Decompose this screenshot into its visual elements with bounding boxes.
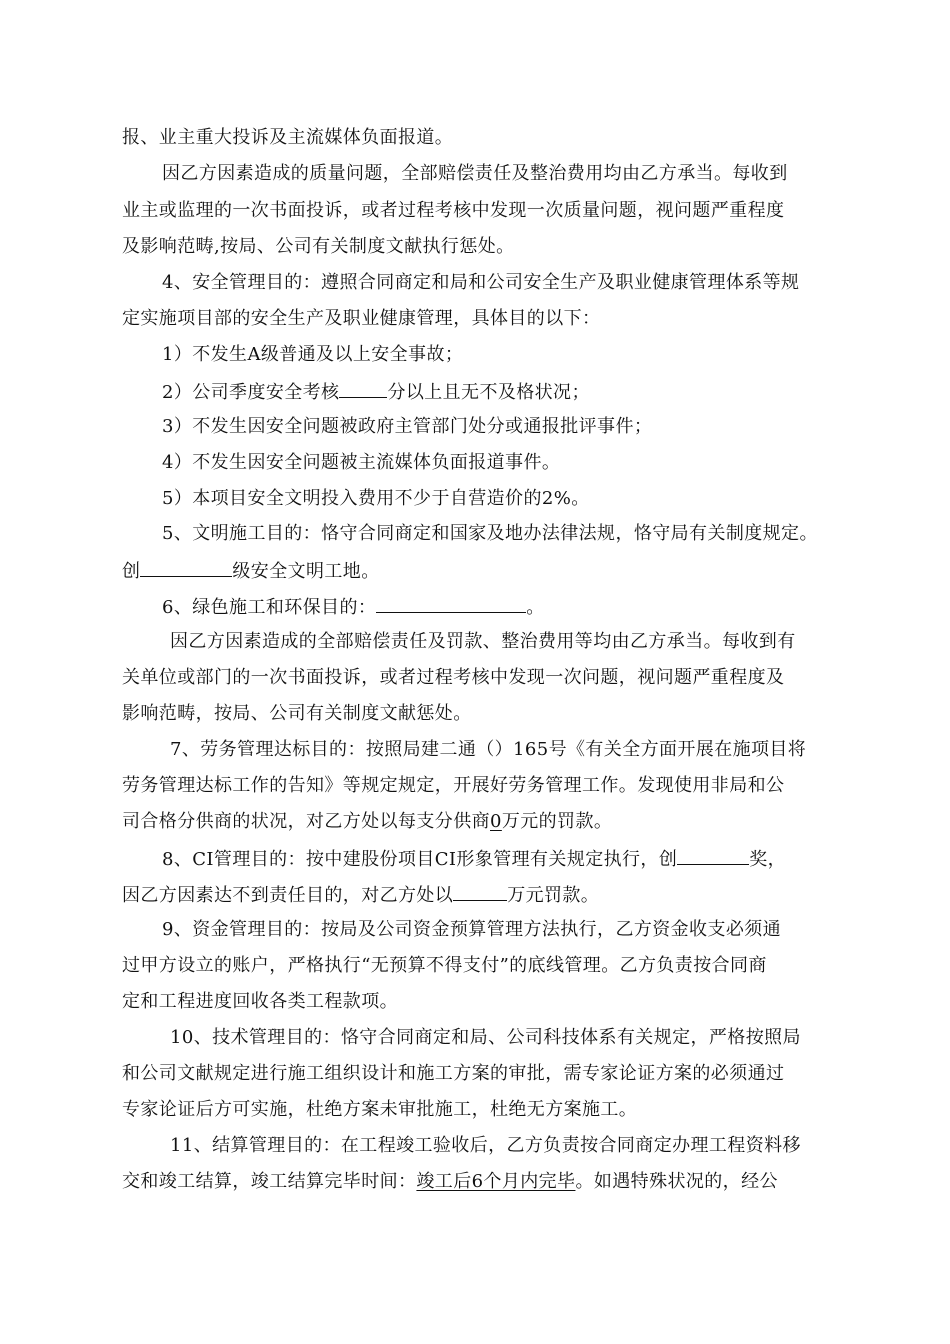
text-segment: 司合格分供商的状况，对乙方处以每支分供商 — [122, 811, 490, 832]
text-line — [162, 846, 786, 872]
text-segment: 8、CI管理目的：按中建股份项目CI形象管理有关规定执行，创 — [162, 849, 678, 870]
text-segment: 万元罚款。 — [507, 885, 600, 906]
text-segment: 因乙方因素达不到责任目的，对乙方处以 — [122, 885, 454, 906]
text-line — [122, 558, 380, 584]
text-line: 因乙方因素造成的质量问题，全部赔偿责任及整治费用均由乙方承当。每收到 — [162, 163, 788, 184]
text-line — [122, 882, 599, 908]
underlined-value: 竣工后6个月内完毕 — [416, 1171, 576, 1192]
text-line: 专家论证后方可实施，杜绝方案未审批施工，杜绝无方案施工。 — [122, 1099, 638, 1120]
text-line: 4）不发生因安全问题被主流媒体负面报道事件。 — [162, 452, 561, 473]
fill-in-blank — [677, 846, 749, 865]
text-line: 及影响范畴,按局、公司有关制度文献执行惩处。 — [122, 236, 515, 257]
text-line: 过甲方设立的账户，严格执行“无预算不得支付”的底线管理。乙方负责按合同商 — [122, 955, 767, 976]
text-line: 和公司文献规定进行施工组织设计和施工方案的审批，需专家论证方案的必须通过 — [122, 1063, 785, 1084]
text-line: 定实施项目部的安全生产及职业健康管理，具体目的以下： — [122, 308, 601, 329]
text-line: 影响范畴，按局、公司有关制度文献惩处。 — [122, 703, 472, 724]
text-line: 11、结算管理目的：在工程竣工验收后，乙方负责按合同商定办理工程资料移 — [170, 1135, 801, 1156]
text-line: 报、业主重大投诉及主流媒体负面报道。 — [122, 127, 454, 148]
text-line: 定和工程进度回收各类工程款项。 — [122, 991, 398, 1012]
text-line: 因乙方因素造成的全部赔偿责任及罚款、整治费用等均由乙方承当。每收到有 — [170, 631, 796, 652]
text-line: 10、技术管理目的：恪守合同商定和局、公司科技体系有关规定，严格按照局 — [170, 1027, 801, 1048]
text-line: 3）不发生因安全问题被政府主管部门处分或通报批评事件； — [162, 416, 653, 437]
text-line — [122, 1170, 778, 1194]
text-segment: 级安全文明工地。 — [232, 561, 380, 582]
text-line: 5）本项目安全文明投入费用不少于自营造价的2%。 — [162, 488, 590, 509]
text-segment: 2）公司季度安全考核 — [162, 382, 340, 403]
underlined-value: 0 — [490, 811, 502, 832]
text-line: 劳务管理达标工作的告知》等规定规定，开展好劳务管理工作。发现使用非局和公 — [122, 775, 785, 796]
text-segment: 交和竣工结算，竣工结算完毕时间： — [122, 1171, 417, 1192]
text-segment: 。如遇特殊状况的，经公 — [575, 1171, 778, 1192]
text-line: 5、文明施工目的：恪守合同商定和国家及地办法律法规，恪守局有关制度规定。 — [162, 523, 818, 544]
text-line: 关单位或部门的一次书面投诉，或者过程考核中发现一次问题，视问题严重程度及 — [122, 667, 785, 688]
text-line: 7、劳务管理达标目的：按照局建二通（）165号《有关全方面开展在施项目将 — [170, 739, 807, 760]
fill-in-blank — [140, 558, 232, 577]
text-segment: 。 — [526, 597, 545, 618]
text-segment: 奖， — [749, 849, 787, 870]
text-line — [122, 810, 612, 834]
text-segment: 分以上且无不及格状况； — [387, 382, 590, 403]
text-segment: 万元的罚款。 — [501, 811, 613, 832]
text-line — [162, 379, 590, 405]
fill-in-blank — [376, 594, 526, 613]
text-segment: 6、绿色施工和环保目的： — [162, 597, 377, 618]
fill-in-blank — [453, 882, 507, 901]
text-line: 业主或监理的一次书面投诉，或者过程考核中发现一次质量问题，视问题严重程度 — [122, 200, 785, 221]
fill-in-blank — [339, 379, 387, 398]
text-line: 1）不发生A级普通及以上安全事故； — [162, 344, 464, 365]
text-line: 9、资金管理目的：按局及公司资金预算管理方法执行，乙方资金收支必须通 — [162, 919, 782, 940]
text-segment: 创 — [122, 561, 141, 582]
text-line: 4、安全管理目的：遵照合同商定和局和公司安全生产及职业健康管理体系等规 — [162, 272, 800, 293]
text-line — [162, 594, 545, 620]
